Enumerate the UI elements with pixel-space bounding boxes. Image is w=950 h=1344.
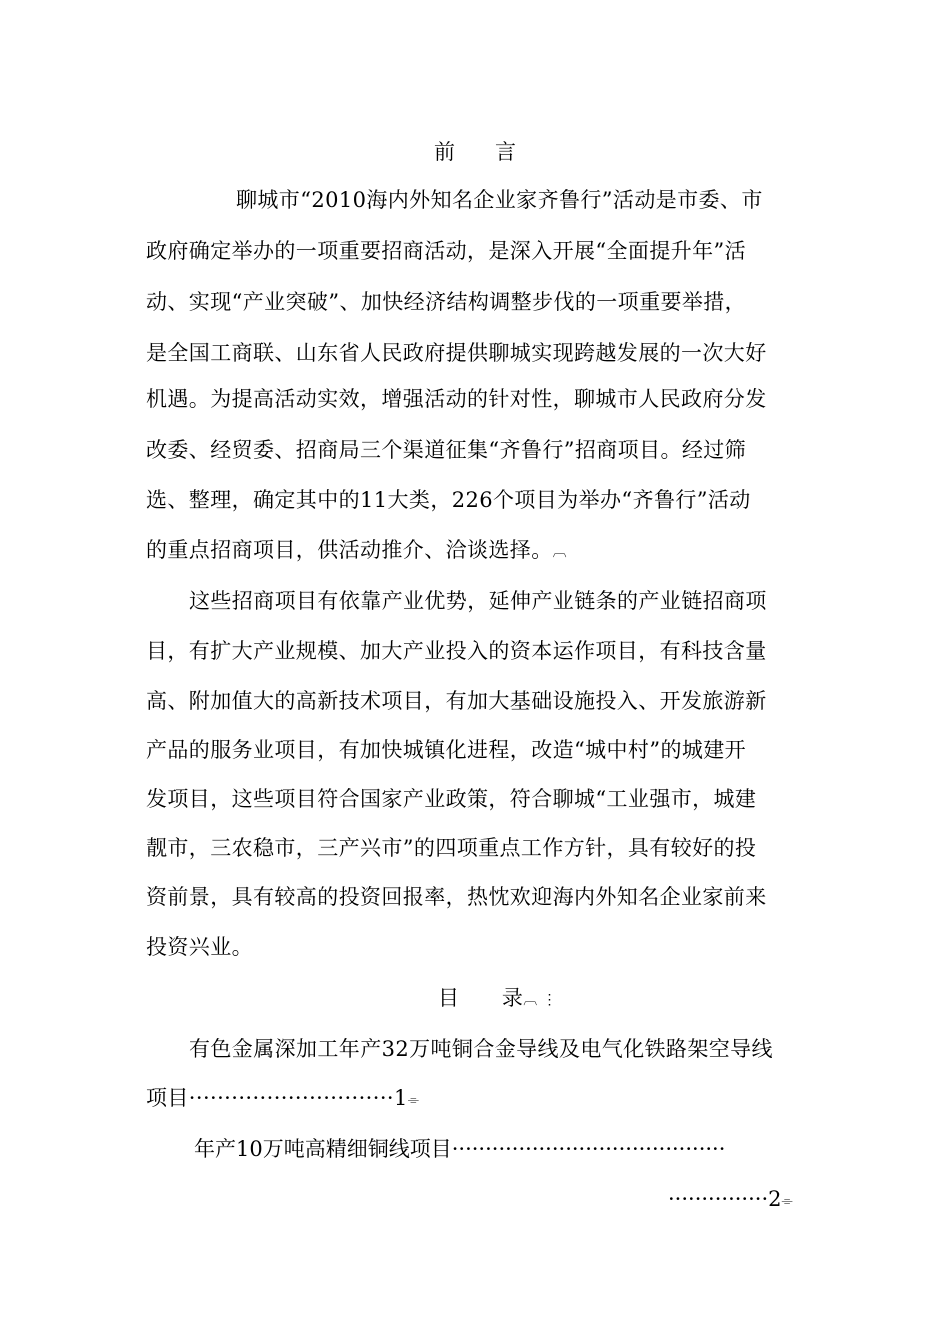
paragraph-line: 政府确定举办的一项重要招商活动，是深入开展“全面提升年”活: [146, 239, 747, 263]
toc-title-mark: ︹ ⋮: [523, 992, 557, 1008]
paragraph-line: 动、实现“产业突破”、加快经济结构调整步伐的一项重要举措，: [146, 290, 747, 314]
toc-entry-page: ···············2: [668, 1187, 782, 1211]
toc-entry-page: 项目·····························1: [146, 1086, 408, 1110]
paragraph-line: 产品的服务业项目，有加快城镇化进程，改造“城中村”的城建开: [146, 738, 747, 762]
paragraph-line: 这些招商项目有依靠产业优势，延伸产业链条的产业链招商项: [189, 589, 767, 613]
paragraph-line: 目，有扩大产业规模、加大产业投入的资本运作项目，有科技含量: [146, 639, 767, 663]
toc-title: 目 录: [438, 986, 524, 1010]
toc-entry-line: 年产10万吨高精细铜线项目·········································: [194, 1137, 726, 1161]
toc-entry-line: [668, 1184, 793, 1216]
paragraph-line: 改委、经贸委、招商局三个渠道征集“齐鲁行”招商项目。经过筛: [146, 438, 747, 462]
toc-entry-mark: ⌯: [407, 1092, 420, 1108]
toc-entry-line: 有色金属深加工年产32万吨铜合金导线及电气化铁路架空导线: [189, 1037, 773, 1061]
toc-entry-line: [146, 1083, 419, 1115]
toc-entry-mark: ⌯: [781, 1193, 793, 1209]
paragraph-line: 投资兴业。: [146, 935, 253, 959]
paragraph-line: 资前景，具有较高的投资回报率，热忱欢迎海内外知名企业家前来: [146, 885, 767, 909]
paragraph-line: 聊城市“2010海内外知名企业家齐鲁行”活动是市委、市: [236, 188, 763, 212]
toc-title-row: [438, 983, 557, 1015]
paragraph-line: 发项目，这些项目符合国家产业政策，符合聊城“工业强市，城建: [146, 787, 757, 811]
paragraph-line: 选、整理，确定其中的11大类，226个项目为举办“齐鲁行”活动: [146, 488, 751, 512]
paragraph-line: 高、附加值大的高新技术项目，有加大基础设施投入、开发旅游新: [146, 689, 767, 713]
paragraph-text: 的重点招商项目，供活动推介、洽谈选择。: [146, 538, 553, 562]
paragraph-line: 靓市，三农稳市，三产兴市”的四项重点工作方针，具有较好的投: [146, 836, 757, 860]
paragraph-line-last: [146, 535, 567, 567]
paragraph-line: 机遇。为提高活动实效，增强活动的针对性，聊城市人民政府分发: [146, 387, 767, 411]
section-break-mark: ︹: [552, 544, 568, 560]
preface-title: 前 言: [433, 140, 517, 164]
paragraph-line: 是全国工商联、山东省人民政府提供聊城实现跨越发展的一次大好: [146, 341, 767, 365]
